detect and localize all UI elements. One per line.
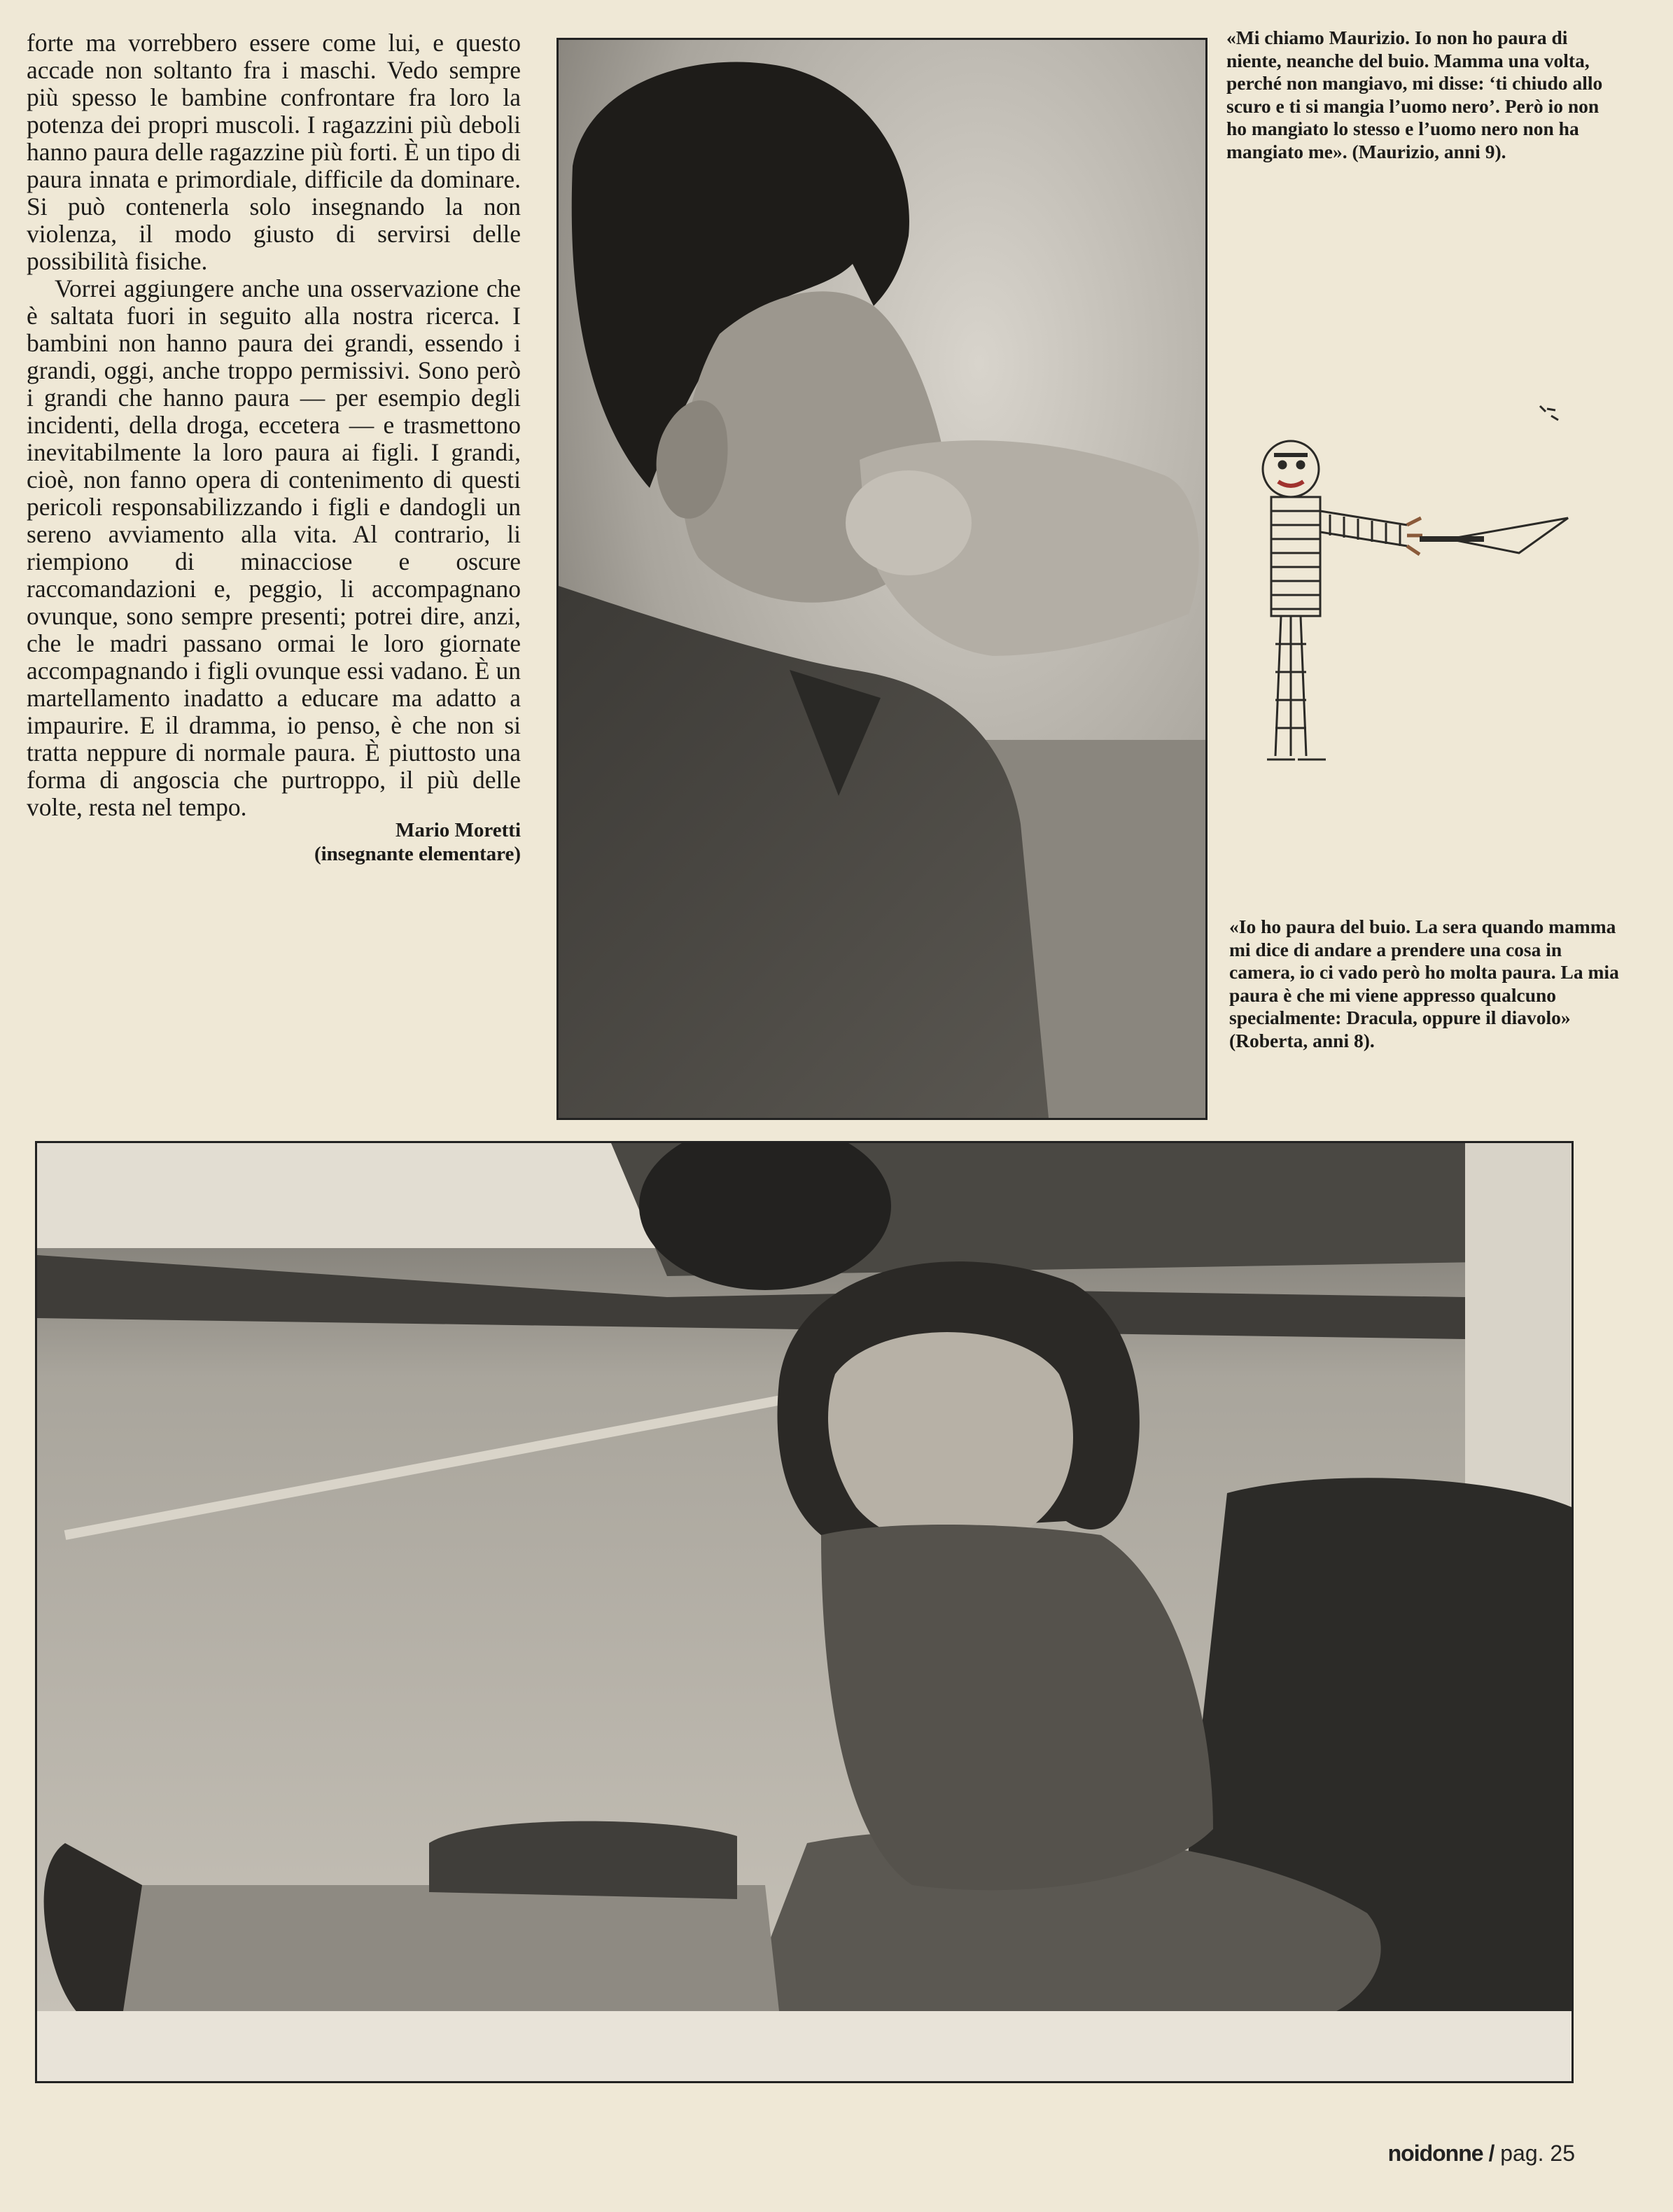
article-paragraph: forte ma vorrebbero essere come lui, e questo accade non soltanto fra i maschi. Vedo sempre più spesso le bambine confrontare fra loro la potenza dei propri muscoli. I ragazzini più deboli hanno paura delle ragazzine più forti. È un tipo di paura innata e primordiale, difficile da dominare. Si può contenerla solo insegnando la non violenza, il modo giusto di servirsi delle possibilità fisiche.	[27, 29, 521, 275]
photo-boy-biting-fist	[556, 38, 1208, 1120]
magazine-name: noidonne /	[1387, 2141, 1494, 2166]
caption-maurizio: «Mi chiamo Maurizio. Io non ho paura di niente, neanche del buio. Mamma una volta, perché non mangiavo, mi disse: ‘ti chiudo allo scuro e ti si mangia l’uomo nero’. Però io non ho mangiato lo stesso e l’uomo nero non ha mangiato me». (Maurizio, anni 9).	[1226, 27, 1603, 162]
caption-roberta: «Io ho paura del buio. La sera quando mamma mi dice di andare a prendere una cosa in camera, io ci vado però ho molta paura. La mia paura è che mi viene appresso qualcuno specialmente: Dracula, oppure il diavolo» (Roberta, anni 8).	[1229, 916, 1619, 1051]
article-column	[27, 29, 521, 866]
page-footer	[1388, 2141, 1575, 2166]
photo-girl-sitting-on-pavement	[35, 1141, 1574, 2083]
article-paragraph: Vorrei aggiungere anche una osservazione che è saltata fuori in seguito alla nostra ricerca. I bambini non hanno paura dei grandi, essendo i grandi, oggi, anche troppo permissivi. Sono però i grandi che hanno paura — per esempio degli incidenti, della droga, eccetera — e trasmettono inevitabilmente la loro paura ai figli. I grandi, cioè, non fanno opera di contenimento di questi pericoli responsabilizzando i figli e dandogli un sereno avviamento alla vita. Al contrario, li riempiono di minacciose e oscure raccomandazioni e, peggio, li accompagnano ovunque, sono sempre presenti; potrei dire, anzi, che le madri passano ormai le loro giornate accompagnando i figli ovunque essi vadano. È un martellamento inadatto a educare ma adatto a impaurire. E il dramma, io penso, è che non si tratta neppure di normale paura. È piuttosto una forma di angoscia che purtroppo, il più delle volte, resta nel tempo.	[27, 274, 521, 821]
author-signature	[27, 818, 521, 866]
author-name: Mario Moretti	[395, 819, 521, 841]
child-drawing-man-with-knife	[1239, 392, 1603, 784]
page-number: pag. 25	[1500, 2141, 1575, 2166]
author-role: (insegnante elementare)	[314, 843, 521, 865]
